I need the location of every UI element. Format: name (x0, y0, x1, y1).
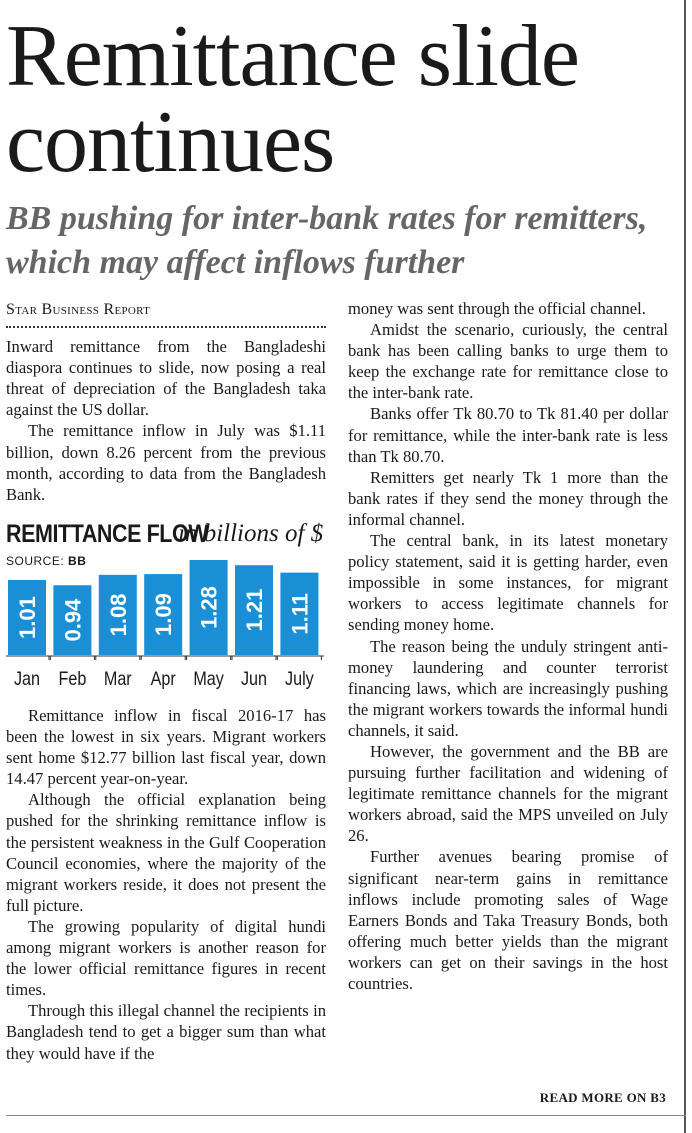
paragraph: The growing popularity of digital hundi among migrant workers is another reason for the lower official remittance figures in recent times. (6, 916, 326, 1000)
chart-title-main: REMITTANCE FLOW (6, 520, 209, 548)
headline: Remittance slide continues (6, 8, 579, 191)
article-column-2 (348, 298, 668, 994)
paragraph: Remittance inflow in fiscal 2016-17 has been the lowest in six years. Migrant workers sent home $12.77 billion last fiscal year, down 14.47 percent year-on-year. (6, 706, 326, 789)
paragraph: The central bank, in its latest monetary policy statement, said it is getting harder, even impossible in some instances, for migrant workers to access legitimate channels for sending money home. (348, 531, 668, 635)
paragraph: Remitters get nearly Tk 1 more than the bank rates if they send the money through the informal channel. (348, 467, 668, 529)
chart-value-label: 0.94 (60, 598, 86, 642)
chart-value-label: 1.09 (151, 593, 177, 636)
subheadline: BB pushing for inter-bank rates for remitters, which may affect inflows further (6, 200, 648, 281)
paragraph: The remittance inflow in July was $1.11 billion, down 8.26 percent from the previous month, according to data from the Bangladesh Bank. (6, 421, 326, 504)
byline: Star Business Report (6, 301, 151, 318)
read-more-link[interactable]: READ MORE ON B3 (539, 1090, 666, 1105)
article-column-1 (6, 299, 326, 505)
chart-value-label: 1.11 (287, 593, 313, 635)
paragraph: Banks offer Tk 80.70 to Tk 81.40 per dollar for remittance, while the inter-bank rate is less than Tk 80.70. (348, 404, 668, 466)
paragraph: Further avenues bearing promise of significant near-term gains in remittance inflows include promoting sales of Wage Earners Bonds and Taka Treasury Bonds, both offering much better yields than the migrant workers can get on their savings in the host countries. (348, 847, 668, 993)
chart-category-label: Jun (240, 667, 268, 690)
chart-title-unit: in billions of $ (178, 520, 324, 547)
paragraph: money was sent through the official channel. (348, 299, 646, 318)
chart-source-value: BB (68, 554, 87, 568)
paragraph: However, the government and the BB are pursuing further facilitation and widening of legitimate remittance channels for the migrant workers abroad, said the MPS unveiled on July 26. (348, 741, 668, 846)
chart-plot (6, 520, 326, 700)
column-1-text (6, 336, 326, 505)
chart-category-label: May (193, 667, 224, 690)
paragraph: Through this illegal channel the recipients in Bangladesh tend to get a bigger sum than what they would have if the (6, 1001, 326, 1063)
chart-source-label: SOURCE: (6, 554, 65, 568)
chart-category-label: Mar (103, 667, 132, 690)
chart-value-label: 1.21 (242, 588, 267, 632)
chart-category-label: Apr (150, 667, 176, 690)
bottom-rule (6, 1115, 686, 1116)
chart-category-label: Feb (58, 667, 87, 690)
chart-value-label: 1.01 (15, 596, 40, 639)
chart-category-label: July (285, 667, 314, 690)
chart-category-label: Jan (13, 667, 41, 690)
chart-value-label: 1.08 (105, 593, 131, 637)
paragraph: Inward remittance from the Bangladeshi diaspora continues to slide, now posing a real threat of depreciation of the Bangladesh taka against the US dollar. (6, 337, 326, 420)
byline-divider (6, 326, 326, 328)
paragraph: Amidst the scenario, curiously, the central bank has been calling banks to urge them to keep the exchange rate for remittance close to the inter-bank rate. (348, 320, 668, 403)
chart-value-label: 1.28 (196, 586, 222, 629)
paragraph: Although the official explanation being pushed for the shrinking remittance inflow is the persistent weakness in the Gulf Cooperation Council economies, where the majority of the migrant workers reside, it does not present the full picture. (6, 790, 326, 915)
paragraph: The reason being the unduly stringent anti-money laundering and counter terrorist financing laws, which are increasingly pushing the migrant workers towards the informal hundi channels, it said. (348, 636, 668, 740)
column-1-continued (6, 705, 326, 1064)
remittance-chart (6, 520, 326, 700)
